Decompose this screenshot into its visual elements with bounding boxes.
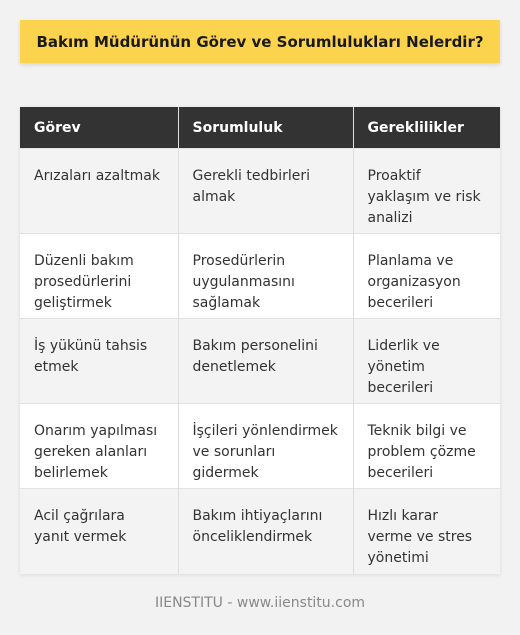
table-row bbox=[20, 234, 500, 319]
table-header-row bbox=[20, 107, 500, 149]
title-banner bbox=[20, 20, 500, 63]
column-header-responsibility: Sorumluluk bbox=[178, 107, 353, 149]
requirements-cell: Liderlik ve yönetim becerileri bbox=[353, 319, 500, 404]
responsibility-cell: Prosedürlerin uygulanmasını sağlamak bbox=[178, 234, 353, 319]
requirements-cell: Hızlı karar verme ve stres yönetimi bbox=[353, 489, 500, 574]
responsibilities-table bbox=[20, 107, 500, 574]
task-cell: Acil çağrılara yanıt vermek bbox=[20, 489, 178, 574]
responsibility-cell: Bakım ihtiyaçlarını önceliklendirmek bbox=[178, 489, 353, 574]
task-cell: Onarım yapılması gereken alanları belirlemek bbox=[20, 404, 178, 489]
requirements-cell: Planlama ve organizasyon becerileri bbox=[353, 234, 500, 319]
responsibility-cell: Bakım personelini denetlemek bbox=[178, 319, 353, 404]
table-row bbox=[20, 319, 500, 404]
table-row bbox=[20, 149, 500, 234]
task-cell: Düzenli bakım prosedürlerini geliştirmek bbox=[20, 234, 178, 319]
responsibility-cell: İşçileri yönlendirmek ve sorunları gidermek bbox=[178, 404, 353, 489]
responsibility-cell: Gerekli tedbirleri almak bbox=[178, 149, 353, 234]
task-cell: İş yükünü tahsis etmek bbox=[20, 319, 178, 404]
table-row bbox=[20, 404, 500, 489]
task-cell: Arızaları azaltmak bbox=[20, 149, 178, 234]
footer-credit: IIENSTITU - www.iienstitu.com bbox=[154, 595, 366, 611]
column-header-requirements: Gereklilikler bbox=[353, 107, 500, 149]
table-row bbox=[20, 489, 500, 574]
column-header-task: Görev bbox=[20, 107, 178, 149]
page-title: Bakım Müdürünün Görev ve Sorumlulukları Nelerdir? bbox=[36, 32, 484, 51]
requirements-cell: Teknik bilgi ve problem çözme becerileri bbox=[353, 404, 500, 489]
requirements-cell: Proaktif yaklaşım ve risk analizi bbox=[353, 149, 500, 234]
